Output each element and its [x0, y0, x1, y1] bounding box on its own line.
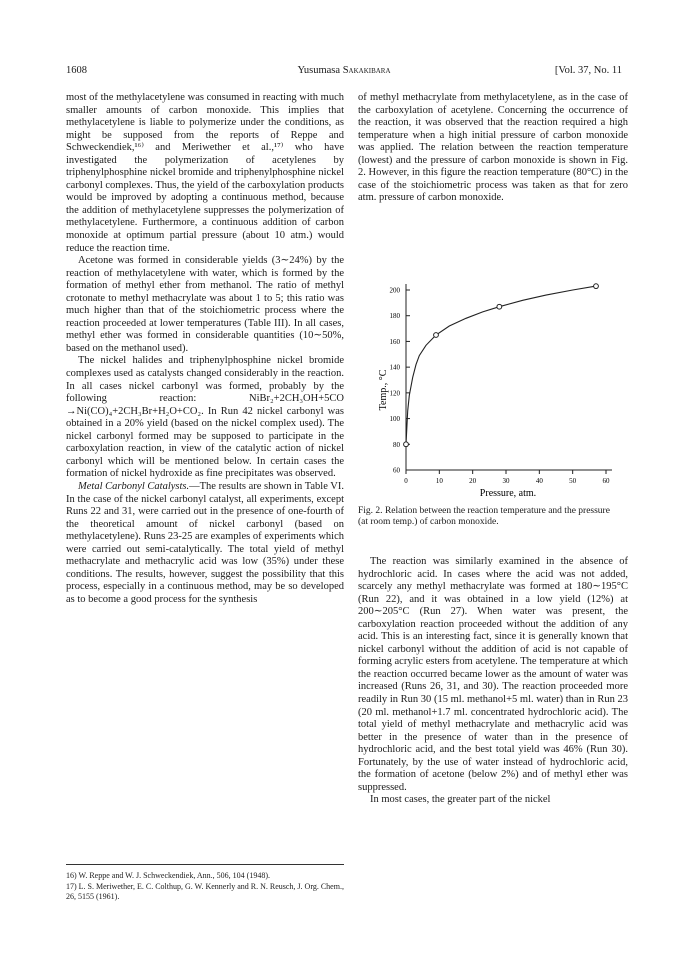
x-tick-label: 20	[469, 477, 477, 485]
author-last-name: Sakakibara	[342, 65, 391, 76]
y-tick-label: 60	[393, 466, 400, 475]
section-text: —The results are shown in Table VI. In the case of the nickel carbonyl catalyst, all experiments, except Runs 22 and 31, were carried out in the presence of one-fourth of the theoretical amount of nickel carbonyl (based on methylacetylene). Runs 23-25 are examples of experiments which were carried out semi-catalytically. The total yield of methyl methacrylate and methacrylic acid was low (35%) under these conditions. The results, however, suggest the possibility that this process, especially in a continuous method, may be so developed as to become a good process for the synthesis	[66, 480, 345, 605]
y-tick-label: 160	[389, 337, 400, 346]
footnote: 17) L. S. Meriwether, E. C. Colthup, G. W. Kennerly and R. N. Reusch, J. Org. Chem., 26, 5155 (1961).	[66, 882, 344, 901]
y-tick-label: 80	[393, 440, 400, 449]
caption-label: Fig. 2.	[358, 506, 383, 516]
paragraph: of methyl methacrylate from methylacetylene, as in the case of the carboxylation of acetylene. Concerning the occurrence of the reaction, it was observed that the reaction required a high temperature when a high initial pressure of carbon monoxide was applied. The relation between the reaction temperature (lowest) and the pressure of carbon monoxide is shown in Fig. 2. However, in this figure the reaction temperature (80°C) in the case of the stoichiometric process was taken as that for zero atm. pressure of carbon monoxide.	[358, 92, 628, 204]
x-tick-label: 10	[435, 477, 443, 485]
figure-2-chart	[358, 272, 628, 502]
figure-caption	[358, 506, 620, 528]
series-curve	[406, 286, 596, 444]
y-tick-label: 120	[389, 389, 400, 398]
page-number: 1608	[66, 65, 87, 76]
paragraph: The nickel halides and triphenylphosphine nickel bromide complexes used as catalysts changed considerably in the reaction. In all cases nickel carbonyl was formed, probably by the following reaction: NiBr₂+2CH₃OH+5CO →Ni(CO)₄+2CH₃Br+H₂O+CO₂. In Run 42 nickel carbonyl was obtained in a 20% yield (based on the nickel complex used). The nickel carbonyl formed may be supposed to participate in the carboxylation reaction, in view of the catalytic action of nickel carbonyl which will be mentioned below. In certain cases the formation of nickel hydroxide as fine precipitates was observed.	[66, 355, 344, 480]
chart-marks	[404, 284, 599, 447]
running-author	[66, 64, 622, 78]
x-tick-label: 30	[502, 477, 510, 485]
y-tick-label: 140	[389, 363, 400, 372]
data-point	[404, 442, 409, 447]
x-axis-label: Pressure, atm.	[479, 488, 537, 499]
x-tick-label: 40	[535, 477, 543, 485]
data-point	[434, 333, 439, 338]
data-point	[497, 304, 502, 309]
x-tick-label: 0	[404, 477, 408, 485]
volume-issue: [Vol. 37, No. 11	[554, 65, 622, 76]
paragraph	[66, 481, 344, 606]
right-column-bottom	[358, 556, 628, 807]
data-point	[594, 284, 599, 289]
x-tick-label: 60	[602, 477, 610, 485]
section-heading: Metal Carbonyl Catalysts.	[78, 480, 190, 492]
paragraph: In most cases, the greater part of the nickel	[370, 794, 551, 806]
left-column	[66, 92, 344, 606]
footnotes	[66, 864, 344, 903]
caption-text: Relation between the reaction temperature and the pressure (at room temp.) of carbon monoxide.	[358, 506, 610, 527]
author-first-name: Yusumasa	[297, 65, 341, 76]
paragraph: The reaction was similarly examined in the absence of hydrochloric acid. In cases where the acid was not added, scarcely any methyl methacrylate was formed at 180∼195°C (Run 22), and it was obtained in a low yield (12%) at 200∼205°C (Run 27). When water was present, the carboxylation reaction proceeded without the addition of any acid. This is an interesting fact, since it is generally known that nickel carbonyl without the addition of acid is not capable of forming acrylic esters from acetylene. The temperature at which the reaction occurred became lower as the amount of water was increased (Runs 26, 31, and 30). The reaction proceeded more readily in Run 30 (15 ml. methanol+5 ml. water) than in Run 23 (20 ml. methanol+1.7 ml. concentrated hydrochloric acid). The total yield of methyl methacrylate and methacrylic acid was better in the presence of water than in the presence of hydrochloric acid, and the best total yield was 46% (Run 30). Fortunately, by the use of water instead of hydrochloric acid, the formation of acetone (below 2%) and of methyl ether was suppressed.	[358, 556, 628, 793]
x-tick-label: 50	[569, 477, 577, 485]
footnote: 16) W. Reppe and W. J. Schweckendiek, Ann., 506, 104 (1948).	[66, 871, 270, 880]
paragraph: most of the methylacetylene was consumed in reacting with much smaller amounts of carbon monoxide. This implies that methylacetylene is liable to polymerize under the conditions, as might be supposed from the reports of Reppe and Schweckendiek,¹⁶⁾ and Meriwether et al.,¹⁷⁾ who have investigated the polymerization of acetylenes by triphenylphosphine nickel bromide and triphenylphosphine nickel carbonyl complexes. Thus, the yield of the carboxylation products would be improved by adopting a continuous method, because the addition of methylacetylene suppresses the polymerization of methylacetylene. Furthermore, a continuous addition of carbon monoxide at optimum partial pressure (about 10 atm.) would reduce the reaction time.	[66, 92, 344, 254]
running-header	[66, 64, 622, 78]
y-tick-label: 100	[389, 415, 400, 424]
paragraph: Acetone was formed in considerable yields (3∼24%) by the reaction of methylacetylene with water, which is formed by the formation of methyl ether from methanol. The ratio of methyl crotonate to methyl methacrylate was about 1 to 5; this ratio was much higher than that of the stoichiometric process where the reaction proceeded at lower temperatures (Table III). In all cases, methyl ether was formed in considerable quantities (10∼50%, based on the methanol used).	[66, 255, 344, 354]
figure-2	[358, 272, 628, 502]
right-column-top	[358, 92, 628, 205]
y-tick-label: 200	[389, 286, 400, 295]
y-axis-label: Temp., °C	[378, 369, 389, 411]
y-tick-label: 180	[389, 312, 400, 321]
chart-axes	[390, 284, 613, 485]
